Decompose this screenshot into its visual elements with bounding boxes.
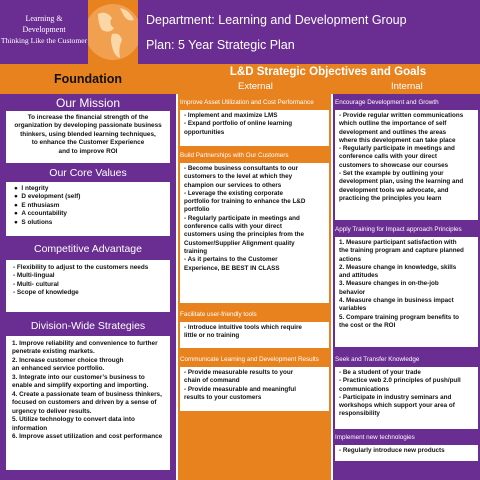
- goal-line: - Regularly introduce new products: [339, 447, 445, 454]
- mission-line: to enhance the Customer Experience: [31, 139, 145, 147]
- logo-line: Development: [22, 24, 66, 34]
- strategy-line: urgency to deliver results.: [12, 407, 92, 415]
- strategy-line: penetrate existing markets.: [12, 348, 95, 356]
- mission-heading: Our Mission: [55, 96, 120, 110]
- division-strategies-heading: Division-Wide Strategies: [30, 320, 146, 332]
- strategy-line: enable and simplify exporting and importing.: [12, 382, 149, 390]
- goal-line: practicing the principles you learn: [339, 194, 442, 202]
- competitive-advantage-heading: Competitive Advantage: [34, 243, 142, 255]
- goal-line: actions: [339, 255, 362, 263]
- goal-line: - Provide measurable and meaningful: [184, 385, 296, 393]
- goal-line: - Leverage the existing corporate: [184, 189, 284, 197]
- goal-line: 4. Measure change in business impact: [339, 297, 454, 305]
- goal-heading: Apply Training for Impact approach Principles: [335, 226, 462, 233]
- goal-line: chain of command: [184, 377, 240, 385]
- goal-line: Experience, BE BEST IN CLASS: [184, 264, 280, 272]
- goal-line: training: [184, 247, 208, 255]
- logo: [0, 0, 88, 64]
- goal-line: which outline the importance of self: [339, 120, 447, 128]
- goal-heading: Seek and Transfer Knowledge: [335, 356, 420, 363]
- goal-line: - Introduce intuitive tools which require: [184, 324, 302, 331]
- strategy-line: 4. Create a passionate team of business thinkers,: [12, 390, 162, 398]
- goal-line: - Provide regular written communications: [339, 112, 464, 119]
- goal-line: - Participate in industry seminars and: [339, 393, 452, 401]
- goal-heading: Communicate Learning and Development Results: [180, 356, 319, 363]
- goal-line: - Be a student of your trade: [339, 369, 421, 376]
- core-value-item: ● E nthusiasm: [14, 201, 60, 209]
- goal-line: conference calls with your direct: [339, 153, 437, 161]
- internal-label: Internal: [391, 81, 423, 92]
- goal-line: responsibility: [339, 410, 380, 418]
- goal-heading: Facilitate user-friendly tools: [180, 311, 257, 318]
- goal-box: [180, 322, 329, 348]
- strategy-line: 2. Increase customer choice through: [12, 356, 124, 364]
- goal-box: [180, 110, 329, 146]
- goal-line: variables: [339, 305, 367, 313]
- goal-line: champion our services to others: [184, 181, 282, 189]
- objectives-title: L&D Strategic Objectives and Goals: [229, 66, 427, 78]
- globe-icon: [88, 0, 138, 64]
- competitive-advantage-box: [6, 260, 170, 312]
- goal-line: - Implement and maximize LMS: [184, 112, 278, 119]
- mission-line: To increase the financial strength of the: [27, 114, 149, 121]
- goal-line: - Practice web 2.0 principles of push/pull: [339, 377, 461, 385]
- strategy-line: 5. Utilize technology to convert data into: [12, 416, 135, 424]
- core-value-item: ● I ntegrity: [14, 185, 49, 192]
- goal-line: portfolio: [184, 206, 210, 214]
- core-value-item: ● A ccountability: [14, 210, 67, 218]
- goal-heading: Improve Asset Utilization and Cost Performance: [180, 99, 314, 106]
- strategy-line: 3. Integrate into our customer’s business to: [12, 373, 145, 381]
- goal-line: workshops which support your area of: [339, 402, 455, 410]
- goal-line: - Set the example by outlining your: [339, 170, 444, 178]
- goal-box: [335, 110, 478, 220]
- core-value-item: ● S olutions: [14, 218, 53, 226]
- strategy-line: information: [12, 424, 48, 432]
- goal-line: customers to showcase our courses: [339, 161, 449, 169]
- mission-line: and to improve ROI: [58, 147, 118, 155]
- foundation-title: Foundation: [0, 64, 176, 94]
- goal-line: development plan, using the learning and: [339, 178, 464, 186]
- core-value-item: ● D evelopment (self): [14, 193, 81, 201]
- division-strategies-box: [6, 336, 170, 470]
- goal-line: behavior: [339, 288, 366, 296]
- goal-line: customers using the principles from the: [184, 231, 305, 239]
- goal-line: opportunities: [184, 128, 225, 136]
- goal-line: development and outlines the areas: [339, 128, 447, 136]
- goal-line: - Become business consultants to our: [184, 165, 299, 172]
- goal-line: 1. Measure participant satisfaction with: [339, 239, 457, 246]
- goal-line: the cost or the ROI: [339, 321, 396, 329]
- goal-heading: Implement new technologies: [335, 434, 415, 441]
- advantage-item: - Multi- cultural: [13, 280, 59, 288]
- goal-box: [335, 445, 478, 461]
- goal-line: results to your customers: [184, 393, 262, 401]
- external-label: External: [238, 81, 273, 92]
- strategy-line: 6. Improve asset utilization and cost performance: [12, 432, 163, 440]
- goal-line: customers to the level at which they: [184, 173, 293, 181]
- goal-line: - Expand portfolio of online learning: [184, 120, 293, 128]
- core-values-heading: Our Core Values: [49, 167, 127, 179]
- goal-line: 2. Measure change in knowledge, skills: [339, 263, 457, 271]
- core-values-box: [6, 182, 170, 236]
- goal-line: - As it pertains to the Customer: [184, 256, 278, 264]
- goal-line: where this development can take place: [339, 136, 456, 144]
- goal-line: - Regularly participate in meetings and: [339, 145, 455, 153]
- strategy-line: an enhanced service portfolio.: [12, 365, 105, 373]
- advantage-item: - Scope of knowledge: [13, 289, 79, 297]
- goal-line: - Regularly participate in meetings and: [184, 214, 300, 222]
- goal-box: [180, 367, 329, 411]
- goal-heading: Build Partnerships with Our Customers: [180, 152, 289, 159]
- goal-line: conference calls with your direct: [184, 223, 282, 231]
- goal-line: - Provide measurable results to your: [184, 369, 294, 376]
- logo-line: Learning &: [25, 14, 63, 23]
- department-title: Department: Learning and Development Group: [146, 13, 407, 27]
- goal-line: little or no training: [184, 332, 240, 340]
- plan-title: Plan: 5 Year Strategic Plan: [146, 38, 295, 52]
- goal-line: 3. Measure changes in on-the-job: [339, 280, 439, 288]
- logo-tagline: Thinking Like the Customer: [0, 35, 88, 45]
- page-header: [138, 0, 480, 64]
- goal-box: [335, 367, 478, 429]
- advantage-item: - Multi-lingual: [13, 272, 55, 280]
- goal-line: Customer/Supplier Alignment quality: [184, 239, 295, 247]
- mission-line: thinkers, using blended learning techniques,: [20, 130, 156, 138]
- goal-line: portfolio for training to enhance the L&D: [184, 198, 306, 206]
- strategy-line: 1. Improve reliability and convenience to further: [12, 340, 158, 347]
- goal-line: development tools we advocate, and: [339, 186, 449, 194]
- mission-line: organization by developing passionate business: [14, 122, 162, 130]
- mission-box: [6, 111, 170, 163]
- strategy-line: focused on customers and driven by a sense of: [12, 399, 157, 407]
- goal-heading: Encourage Development and Growth: [335, 99, 439, 106]
- advantage-item: - Flexibility to adjust to the customers needs: [13, 264, 149, 271]
- goal-box: [180, 163, 329, 303]
- goal-box: [335, 237, 478, 347]
- goal-line: and attitudes: [339, 272, 379, 280]
- goal-line: 5. Compare training program benefits to: [339, 313, 460, 321]
- goal-line: the training program and capture planned: [339, 247, 464, 255]
- goal-line: communications: [339, 385, 390, 393]
